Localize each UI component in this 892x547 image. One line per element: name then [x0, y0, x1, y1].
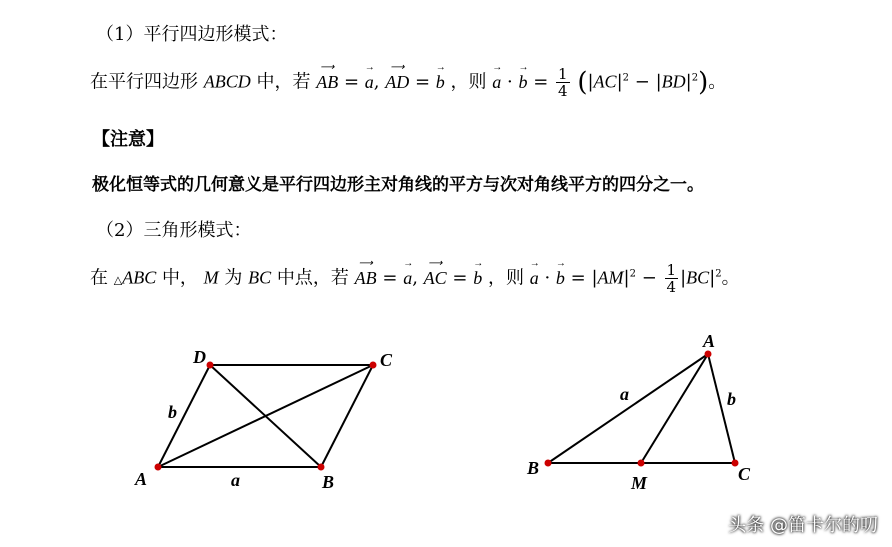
- label-M-tri: M: [631, 473, 648, 493]
- fraction-one-quarter-2: $\frac{1}{4}$: [666, 261, 677, 296]
- vector-b-dot: → b: [518, 61, 529, 92]
- label-B: B: [322, 472, 335, 492]
- vector-AB: ⟶ AB: [316, 61, 339, 92]
- parallelogram-figure: [158, 365, 373, 467]
- point-A-tri: [705, 351, 712, 358]
- label-D: D: [193, 347, 206, 367]
- note-title: 【注意】: [92, 129, 164, 150]
- vector-AC-2: ⟶ AC: [423, 257, 447, 288]
- vector-b: → b: [435, 61, 446, 92]
- vector-b-2: → b: [473, 257, 484, 288]
- label-side-b-tri: b: [727, 389, 736, 409]
- label-A-tri: A: [703, 331, 716, 351]
- point-B: [318, 464, 325, 471]
- label-A: A: [135, 469, 148, 489]
- vector-a-dot-2: → a: [529, 257, 540, 288]
- vector-a-2: → a: [403, 257, 414, 288]
- point-A: [155, 464, 162, 471]
- edge-BC: [321, 365, 373, 467]
- vector-AB-2: ⟶ AB: [354, 257, 377, 288]
- vector-a: → a: [364, 61, 375, 92]
- fraction-one-quarter: $\frac{1}{4}$: [558, 65, 568, 100]
- point-M-tri: [638, 460, 645, 467]
- watermark: 头条 @笛卡尔的叨: [728, 515, 878, 536]
- section2-formula: 在 △ABC 中， M 为 BC 中点，若 ⟶ AB = → a, ⟶ AC = → b ，则 → a · → $b = |AM|^2$ − $\frac{1}{4}$ $|BC|^2$。: [90, 257, 740, 296]
- triangle-figure: [548, 354, 735, 463]
- label-C: C: [380, 350, 393, 370]
- vector-a-dot: → a: [492, 61, 503, 92]
- point-C: [370, 362, 377, 369]
- section1-heading: （1）平行四边形模式：: [96, 24, 288, 45]
- edge-AB-tri: [548, 354, 708, 463]
- label-B-tri: B: [527, 458, 540, 478]
- point-D: [207, 362, 214, 369]
- label-side-b: b: [168, 402, 177, 422]
- label-side-a: a: [231, 470, 240, 490]
- point-B-tri: [545, 460, 552, 467]
- vector-AD: ⟶ AD: [385, 61, 410, 92]
- label-side-a-tri: a: [620, 384, 629, 404]
- edge-DA: [158, 365, 210, 467]
- vector-b-dot-2: → b: [555, 257, 566, 288]
- triangle-points: [545, 351, 739, 467]
- triangle-labels: [526, 331, 751, 493]
- section1-formula: 在平行四边形 ABCD 中，若 ⟶ AB = → a, ⟶ AD = → b ，则 → a · → b = $\frac{1}{4}$ $(|AC|^2 - |BD|^2)$。: [90, 61, 727, 100]
- note-text: 极化恒等式的几何意义是平行四边形主对角线的平方与次对角线平方的四分之一。: [92, 175, 704, 195]
- diagonal-DB: [210, 365, 321, 467]
- section2-heading: （2）三角形模式：: [96, 220, 252, 241]
- parallelogram-labels: [134, 347, 393, 492]
- label-C-tri: C: [738, 464, 751, 484]
- median-AM: [641, 354, 708, 463]
